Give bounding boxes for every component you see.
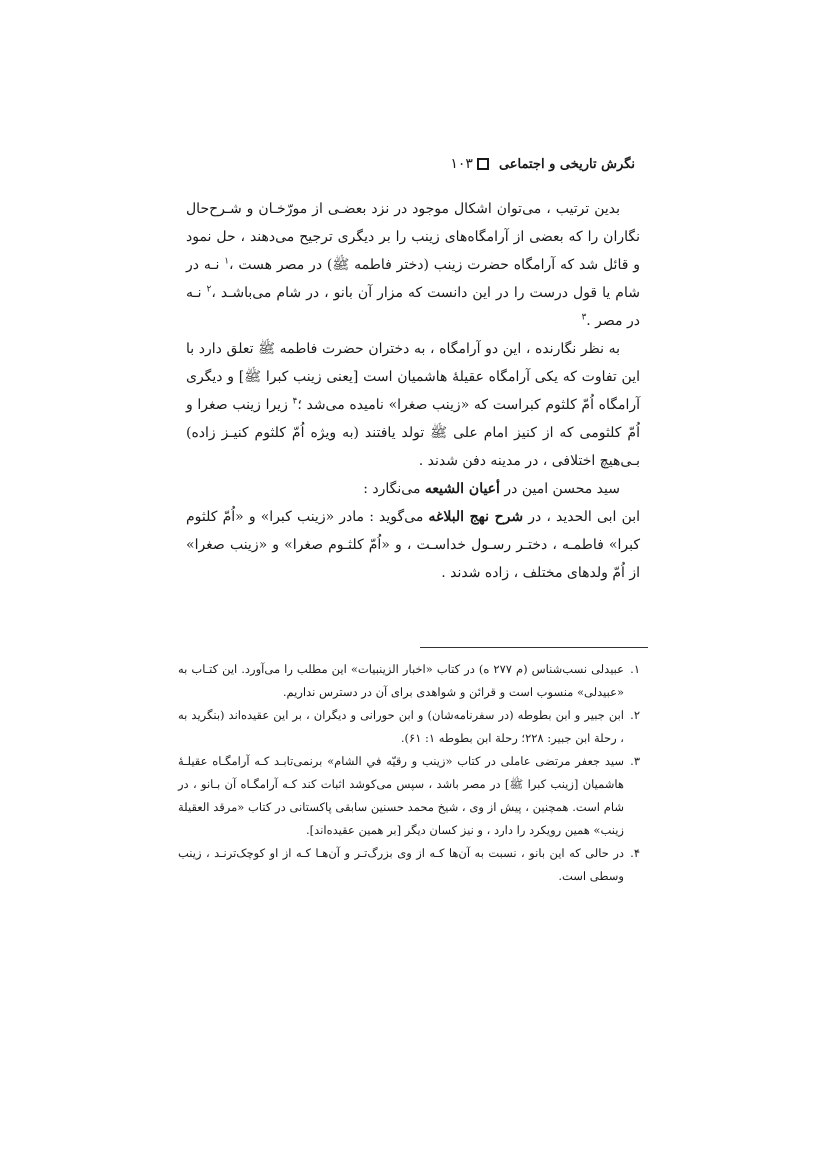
book-title-ayan: أعیان الشیعه (424, 481, 500, 497)
footnote-4 (178, 842, 640, 888)
footnote-2 (178, 704, 640, 750)
footnote-3 (178, 750, 640, 842)
footnote-divider (420, 647, 648, 648)
footnotes (178, 658, 640, 888)
footnote-ref-3[interactable]: ۳ (581, 312, 587, 323)
footnote-ref-1[interactable]: ۱ (224, 256, 230, 267)
book-title-sharh: شرح نهج البلاغه (428, 509, 524, 525)
paragraph-1: بدین ترتیب ، می‌توان اشکال موجود در نزد بعضـی از مورّخـان و شـرح‌حال نگاران را که بعضی از آرامگاه‌های زینب را بر دیگری ترجیح می‌دهند ، حل نمود و قائل شد که آرامگاه حضرت زینب (دختر فاطمه ﷺ) در مصر هست ،$^۱$ نـه در شام یا قول درست را در این دانست که مزار آن بانو ، در شام می‌باشـد ،$^۲$ نـه در مصر .$^۳$ (186, 201, 640, 329)
running-header (195, 152, 635, 176)
footnote-text: ابن جبیر و ابن بطوطه (در سفرنامه‌شان) و ابن حورانی و دیگران ، بر این عقیده‌اند (بنگرید به ، رحلة ابن جبیر: ۲۲۸؛ رحلة ابن بطوطه ۱: ۶۱). (178, 708, 624, 745)
footnote-1 (178, 658, 640, 704)
footnote-number: ۱. (630, 662, 640, 676)
footnote-text: سید جعفر مرتضی عاملی در کتاب «زینب و رقیّه في الشام» برنمی‌تابـد کـه آرامگـاه عقیلـهٔ هاشمیان [زینب کبرا ﷺ] در مصر باشد ، سپس می‌کوشد اثبات کند کـه آرامگـاه آن بـانو ، در شام است. همچنین ، پیش از وی ، شیخ محمد حسنین سابقی پاکستانی در کتاب «مرقد العقیلة زینب» همین رویکرد را دارد ، و نیز کسان دیگر [بر همین عقیده‌اند]. (178, 754, 624, 837)
footnote-number: ۲. (630, 708, 640, 722)
page-number: ۱۰۳ (450, 156, 473, 172)
main-text (186, 195, 640, 587)
footnote-number: ۴. (630, 846, 640, 860)
paragraph-3: سید محسن امین در أعیان الشیعه می‌نگارد : (363, 481, 620, 497)
footnote-text: در حالی که این بانو ، نسبت به آن‌ها کـه از وی بزرگ‌تـر و آن‌هـا کـه از او کوچک‌ترنـد ، زینب وسطی است. (178, 846, 624, 883)
footnote-number: ۳. (630, 754, 640, 768)
running-title: نگرش تاریخی و اجتماعی (498, 156, 635, 172)
square-ornament-icon (477, 158, 489, 170)
footnote-ref-4[interactable]: ۴ (292, 396, 298, 407)
footnote-ref-2[interactable]: ۲ (206, 284, 212, 295)
paragraph-2: به نظر نگارنده ، این دو آرامگاه ، به دختران حضرت فاطمه ﷺ تعلق دارد با این تفاوت که یکی آرامگاه عقیلهٔ هاشمیان است [یعنی زینب کبرا ﷺ] و دیگری آرامگاه اُمّ کلثوم کبراست که «زینب صغرا» نامیده می‌شد ؛$^۴$ زیرا زینب صغرا و اُمّ کلثومی که از کنیز امام علی ﷺ تولد یافتند (به ویژه اُمّ کلثوم کنیـز زاده) بـی‌هیچ اختلافی ، در مدینه دفن شدند . (186, 341, 641, 469)
block-quote: ابن ابی الحدید ، در شرح نهج البلاغه می‌گوید : مادر «زینب کبرا» و «اُمّ کلثوم کبرا» فاطمـه ، دختـر رسـول خداسـت ، و «اُمّ کلثـوم صغرا» و «زینب صغرا» از اُمّ ولدهای مختلف ، زاده شدند . (186, 509, 641, 581)
footnote-text: عبیدلی نسب‌شناس (م ۲۷۷ ه) در کتاب «اخبار الزینبیات» این مطلب را می‌آورد. این کتـاب به «عبیدلی» منسوب است و قرائن و شواهدی برای آن در دسترس نداریم. (178, 662, 624, 699)
